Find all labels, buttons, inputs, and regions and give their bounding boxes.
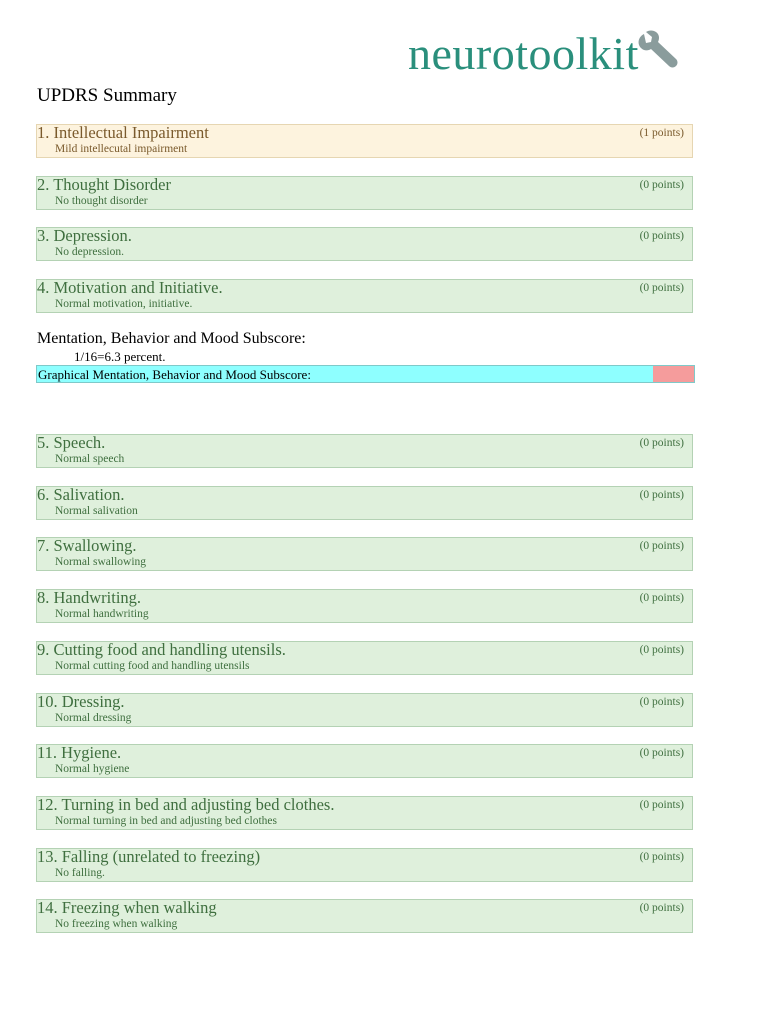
summary-item — [36, 279, 693, 313]
item-points: (0 points) — [639, 230, 684, 243]
item-points: (0 points) — [639, 437, 684, 449]
item-title: 4. Motivation and Initiative. — [37, 278, 223, 298]
item-description: No depression. — [55, 246, 124, 259]
item-description: Normal motivation, initiative. — [55, 298, 193, 311]
item-points: (0 points) — [639, 540, 684, 553]
item-title: 7. Swallowing. — [37, 536, 137, 556]
item-points: (0 points) — [639, 488, 684, 501]
summary-item — [36, 641, 693, 675]
item-points: (1 points) — [639, 127, 684, 139]
subscore-graph-fill — [653, 366, 694, 382]
item-title: 10. Dressing. — [37, 691, 125, 711]
item-description: No falling. — [55, 866, 105, 879]
summary-item — [36, 124, 693, 158]
item-points: (0 points) — [639, 850, 684, 863]
item-description: Normal salivation — [55, 504, 138, 517]
item-title: 5. Speech. — [37, 433, 106, 452]
item-description: Normal dressing — [55, 711, 132, 724]
summary-item — [36, 848, 693, 882]
item-description: Normal hygiene — [55, 763, 130, 776]
item-points: (0 points) — [639, 178, 684, 191]
logo — [408, 28, 679, 80]
subscore-graph-bar — [36, 365, 695, 383]
summary-item — [36, 796, 693, 830]
item-description: Normal speech — [55, 453, 125, 465]
item-title: 14. Freezing when walking — [37, 898, 217, 918]
item-title: 6. Salivation. — [37, 484, 125, 504]
subscore-value: 1/16=6.3 percent. — [74, 349, 166, 364]
item-points: (0 points) — [639, 902, 684, 915]
item-title: 9. Cutting food and handling utensils. — [37, 639, 286, 659]
summary-item — [36, 693, 693, 727]
item-points: (0 points) — [639, 695, 684, 708]
item-description: No freezing when walking — [55, 918, 178, 931]
item-title: 3. Depression. — [37, 226, 132, 246]
item-points: (0 points) — [639, 592, 684, 605]
item-description: Normal turning in bed and adjusting bed clothes — [55, 814, 277, 827]
summary-item — [36, 589, 693, 623]
item-description: Mild intellecutal impairment — [55, 143, 188, 155]
summary-item — [36, 744, 693, 778]
subscore-graph-label: Graphical Mentation, Behavior and Mood Subscore: — [38, 367, 311, 382]
item-title: 11. Hygiene. — [37, 743, 122, 763]
logo-text: neurotoolkit — [408, 28, 639, 79]
item-description: Normal cutting food and handling utensils — [55, 659, 250, 672]
item-description: No thought disorder — [55, 194, 148, 207]
item-title: 12. Turning in bed and adjusting bed clothes. — [37, 794, 335, 814]
wrench-icon — [635, 28, 679, 72]
item-description: Normal handwriting — [55, 608, 149, 621]
item-points: (0 points) — [639, 747, 684, 760]
subscore-title: Mentation, Behavior and Mood Subscore: — [37, 330, 306, 347]
summary-item — [36, 434, 693, 468]
summary-item — [36, 486, 693, 520]
item-title: 8. Handwriting. — [37, 588, 142, 608]
item-title: 2. Thought Disorder — [37, 174, 171, 194]
summary-item — [36, 227, 693, 261]
item-title: 13. Falling (unrelated to freezing) — [37, 846, 261, 866]
item-description: Normal swallowing — [55, 556, 147, 569]
summary-item — [36, 176, 693, 210]
item-points: (0 points) — [639, 643, 684, 656]
item-title: 1. Intellectual Impairment — [37, 123, 209, 142]
item-points: (0 points) — [639, 798, 684, 811]
summary-item — [36, 537, 693, 571]
page-title: UPDRS Summary — [37, 85, 177, 106]
summary-item — [36, 899, 693, 933]
item-points: (0 points) — [639, 282, 684, 295]
